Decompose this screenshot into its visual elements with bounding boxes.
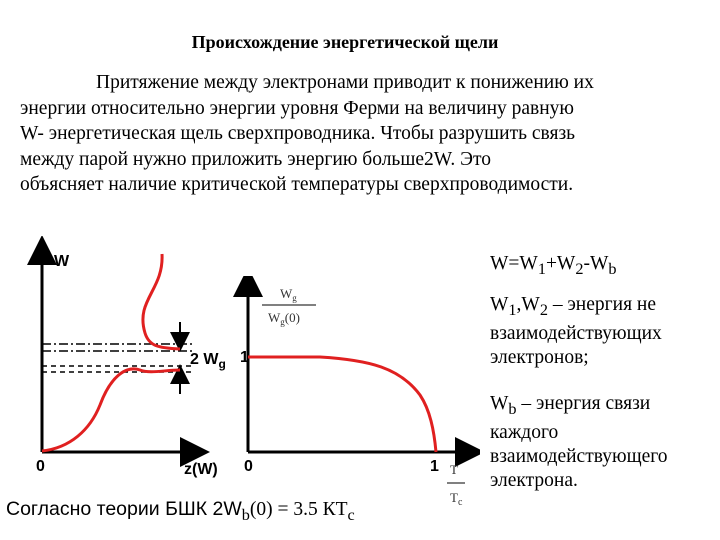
gap-label: 2 $W_g$ xyxy=(190,351,226,371)
y-label-denominator: $W_g(0)$ xyxy=(268,310,300,327)
slide-title: Происхождение энергетической щели xyxy=(191,32,499,52)
density-of-states-plot xyxy=(0,236,250,486)
paragraph-line: Притяжение между электронами приводит к понижению их xyxy=(96,72,594,93)
x-label-numerator: T xyxy=(450,462,458,477)
explanation-paragraph xyxy=(20,70,720,198)
w12-definition: $W_1,W_2$ – энергия не взаимодействующих электронов; xyxy=(490,294,662,368)
x-tick-label: 1 xyxy=(430,458,439,475)
upper-branch-curve xyxy=(143,254,180,349)
x-label-denominator: $T_c$ xyxy=(450,490,463,508)
paragraph-line: объясняет наличие критической температуры сверхпроводимости. xyxy=(20,174,574,195)
gap-curve xyxy=(248,357,436,452)
y-axis-label: W xyxy=(54,253,70,270)
paragraph-line: W- энергетическая щель сверхпроводника. Чтобы разрушить связь xyxy=(20,123,576,144)
y-tick-label: 1 xyxy=(240,349,249,366)
origin-label: 0 xyxy=(244,458,253,475)
x-axis-label: z(W) xyxy=(184,461,218,478)
wb-definition: $W_b$ – энергия связи каждого взаимодействующего электрона. xyxy=(490,393,668,491)
paragraph-line: между парой нужно приложить энергию больше2W. Это xyxy=(20,148,491,170)
y-label-numerator: $W_g$ xyxy=(280,286,297,303)
formula: $W=W_1+W_2-W_b$ xyxy=(490,253,617,278)
paragraph-line: энергии относительно энергии уровня Ферми на величину равную xyxy=(20,97,574,119)
bcs-statement: Согласно теории БШК $2W_b(0) = 3.5$ $КТ_c$ xyxy=(6,498,355,524)
origin-label: 0 xyxy=(36,458,45,475)
gap-vs-temperature-plot xyxy=(230,276,480,516)
lower-branch-curve xyxy=(42,369,180,451)
